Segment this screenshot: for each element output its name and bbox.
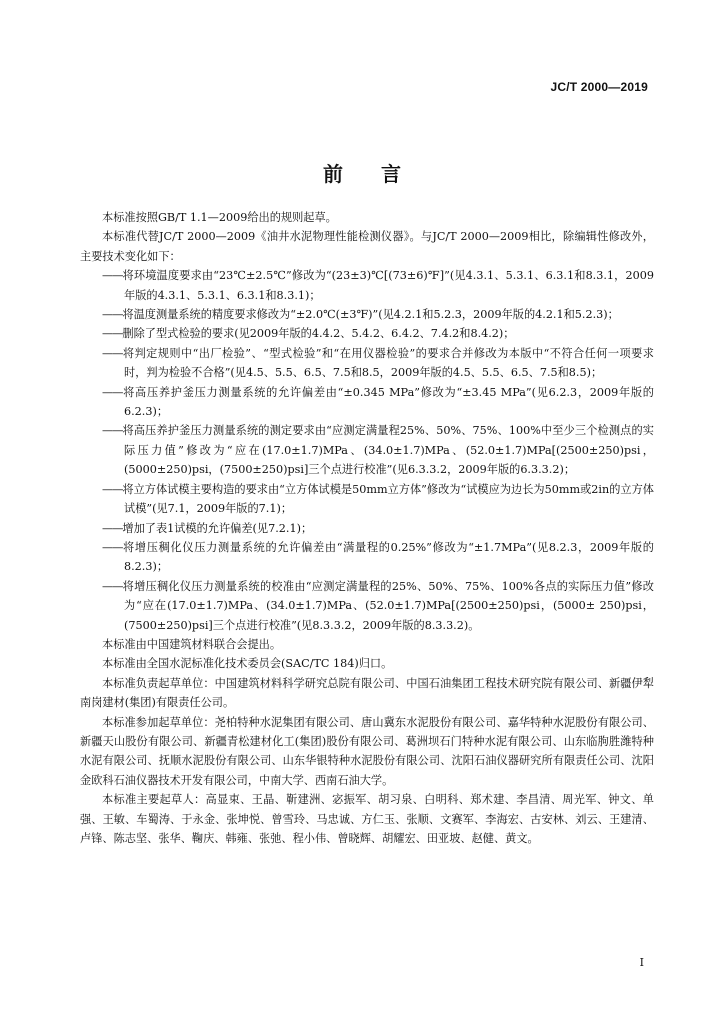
change-item bbox=[80, 324, 654, 343]
change-text: 增加了表1试模的允许偏差(见7.2.1)； bbox=[122, 521, 313, 535]
dash-marker: —— bbox=[102, 327, 123, 341]
dash-marker: —— bbox=[102, 346, 123, 360]
foreword-body bbox=[80, 208, 654, 848]
paragraph: 本标准负责起草单位：中国建筑材料科学研究总院有限公司、中国石油集团工程技术研究院有限公司、新疆伊犁南岗建材(集团)有限责任公司。 bbox=[80, 676, 654, 710]
change-item bbox=[80, 577, 654, 635]
change-item bbox=[80, 344, 654, 383]
change-text: 将温度测量系统的精度要求修改为“±2.0℃(±3℉)”(见4.2.1和5.2.3，2009年版的4.2.1和5.2.3)； bbox=[122, 308, 619, 322]
change-text: 将增压稠化仪压力测量系统的允许偏差由“满量程的0.25%”修改为“±1.7MPa”(见8.2.3，2009年版的8.2.3)； bbox=[122, 540, 654, 574]
change-text: 将环境温度要求由“23℃±2.5℃”修改为“(23±3)℃[(73±6)℉]”(见4.3.1、5.3.1、6.3.1和8.3.1，2009年版的4.3.1、5.3.1、6.3.1和8.3.1)； bbox=[122, 269, 654, 302]
change-text: 将高压养护釜压力测量系统的允许偏差由“±0.345 MPa”修改为“±3.45 MPa”(见6.2.3，2009年版的6.2.3)； bbox=[122, 385, 654, 419]
paragraph: 本标准主要起草人：高显束、王晶、靳建洲、宓振军、胡习泉、白明科、郑术建、李昌清、周光军、钟文、单强、王敏、车蜀涛、于永金、张坤悦、曾雪玲、马忠诚、方仁玉、张顺、文赛军、李海宏、古安林、刘云、王建清、卢锋、陈志坚、张华、鞠庆、韩雍、张弛、程小伟、曾晓辉、胡耀宏、田亚坡、赵健、黄文。 bbox=[80, 793, 654, 845]
change-item bbox=[80, 266, 654, 305]
change-text: 将判定规则中“出厂检验”、“型式检验”和“在用仪器检验”的要求合并修改为本版中“不符合任何一项要求时，判为检验不合格”(见4.5、5.5、6.5、7.5和8.5，2009年版的4.5、5.5、6.5、7.5和8.5)； bbox=[122, 346, 654, 380]
dash-marker: —— bbox=[102, 424, 123, 438]
paragraph: 本标准参加起草单位：尧柏特种水泥集团有限公司、唐山冀东水泥股份有限公司、嘉华特种水泥股份有限公司、新疆天山股份有限公司、新疆青松建材化工(集团)股份有限公司、葛洲坝石门特种水泥有限公司、山东临朐胜潍特种水泥有限公司、抚顺水泥股份有限公司、山东华银特种水泥股份有限公司、沈阳石油仪器研究所有限责任公司、沈阳金欧科石油仪器技术开发有限公司，中南大学、西南石油大学。 bbox=[80, 715, 654, 787]
dash-marker: —— bbox=[102, 540, 123, 554]
dash-marker: —— bbox=[102, 269, 123, 283]
paragraph: 本标准由中国建筑材料联合会提出。 bbox=[102, 637, 282, 651]
paragraph: 本标准由全国水泥标准化技术委员会(SAC/TC 184)归口。 bbox=[102, 657, 393, 671]
standard-code-header: JC/T 2000—2019 bbox=[550, 80, 648, 94]
change-text: 将增压稠化仪压力测量系统的校准由“应测定满量程的25%、50%、75%、100%各点的实际压力值”修改为“应在(17.0±1.7)MPa、(34.0±1.7)MPa、(52.0±1.7)MPa[(2500±250)psi，(5000± 250)psi，(7500±250)psi]三个点进行校准”(见8.3.3.2，2009年版的8.3.3.2)。 bbox=[122, 579, 654, 632]
paragraph: 本标准代替JC/T 2000—2009《油井水泥物理性能检测仪器》。与JC/T 2000—2009相比，除编辑性修改外，主要技术变化如下： bbox=[80, 230, 654, 263]
dash-marker: —— bbox=[102, 482, 123, 496]
dash-marker: —— bbox=[102, 521, 123, 535]
change-item bbox=[80, 538, 654, 577]
paragraph: 本标准按照GB/T 1.1—2009给出的规则起草。 bbox=[102, 211, 337, 224]
dash-marker: —— bbox=[102, 308, 123, 322]
change-item bbox=[80, 480, 654, 519]
dash-marker: —— bbox=[102, 579, 123, 593]
dash-marker: —— bbox=[102, 385, 123, 399]
change-text: 删除了型式检验的要求(见2009年版的4.4.2、5.4.2、6.4.2、7.4.2和8.4.2)； bbox=[122, 327, 515, 341]
change-text: 将立方体试模主要构造的要求由“立方体试模是50mm立方体”修改为“试模应为边长为50mm或2in的立方体试模”(见7.1，2009年版的7.1)； bbox=[122, 482, 654, 516]
change-text: 将高压养护釜压力测量系统的测定要求由“应测定满量程25%、50%、75%、100%中至少三个检测点的实际压力值”修改为“应在(17.0±1.7)MPa、(34.0±1.7)MPa、(52.0±1.7)MPa[(2500±250)psi，(5000±250)psi，(7500±250)psi]三个点进行校准”(见6.3.3.2，2009年版的6.3.3.2)； bbox=[122, 424, 654, 477]
change-item bbox=[80, 305, 654, 324]
page-title: 前言 bbox=[323, 162, 439, 186]
page-number: I bbox=[639, 956, 644, 969]
change-item bbox=[80, 421, 654, 479]
change-item bbox=[80, 383, 654, 422]
change-item bbox=[80, 519, 654, 538]
